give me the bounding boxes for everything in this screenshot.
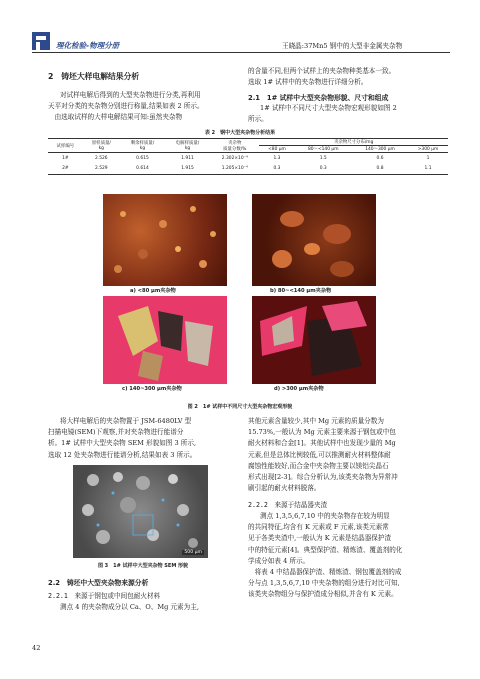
col-header: 原样质量/ kg <box>91 141 111 151</box>
table-cell: 1# <box>62 155 69 161</box>
figure-2-photo-d <box>252 296 376 384</box>
section-para <box>48 90 238 124</box>
inclusion-particles-icon <box>103 194 227 286</box>
figure-caption: 图 3 1# 试样中大型夹杂物 SEM 形貌 <box>97 563 189 569</box>
right-para <box>248 66 448 88</box>
table-cell: 1 <box>426 155 430 161</box>
text-line: 所示。 <box>248 115 268 124</box>
table-cell: 2# <box>62 166 69 172</box>
text-line: 耐火材料和合金[1]。其他试样中也发现少量的 Mg <box>248 439 396 448</box>
figure-caption: 图 2 1# 试样中不同尺寸大型夹杂物宏观形貌 <box>187 404 293 410</box>
text-line: 其他元素含量较少,其中 Mg 元素的质量分数为 <box>248 417 384 425</box>
section-heading: 2 铸坯大样电解结果分析 <box>48 72 140 81</box>
col-header: >300 μm <box>417 146 439 152</box>
text-line: 将表 4 中结晶器保护渣、精炼渣、钢包覆盖剂的成 <box>248 568 402 577</box>
table-cell: 0.6 <box>376 155 384 161</box>
text-line: 析。1# 试样中大型夹杂物 SEM 形貌如图 3 所示, <box>48 439 197 448</box>
data-table <box>48 138 448 175</box>
inclusion-particles-icon <box>252 194 376 286</box>
figure-2-photo-c <box>103 296 227 384</box>
text-line: 扫描电镜(SEM)下观察,并对夹杂物进行能谱分 <box>48 428 184 437</box>
text-line: 1# 试样中不同尺寸大型夹杂物宏观形貌如图 2 <box>260 104 397 112</box>
scale-bar-label: 500 μm <box>184 550 202 555</box>
right-para <box>248 416 448 494</box>
text-line: 中的特征元素[4]。典型保护渣、精炼渣、覆盖剂的化 <box>248 545 403 554</box>
subsection-heading: 2.1 1# 试样中大型夹杂物形貌、尺寸和组成 <box>248 94 389 102</box>
table-cell: 2.526 <box>95 155 108 161</box>
table-row <box>48 153 448 164</box>
table-cell: 0.3 <box>319 166 327 172</box>
text-line: 分与点 1,3,5,6,7,10 中夹杂物的组分进行对比可知, <box>248 579 400 588</box>
text-line: 元素,但是总体比例较低,可以推测耐火材料整体耐 <box>248 450 391 459</box>
right-para <box>248 103 448 125</box>
subsubsection-heading: 2.2.1 来源于钢包或中间包耐火材料 <box>48 592 161 600</box>
text-line: 测点 1,3,5,6,7,10 中的夹杂物存在较为明显 <box>260 512 390 520</box>
col-header: 夹杂物 质量分数/% <box>223 140 247 152</box>
subsubsection-heading: 2.2.2 来源于结晶器夹渣 <box>248 501 328 509</box>
table-cell: 0.8 <box>376 166 384 172</box>
table-row <box>48 164 448 175</box>
inclusion-particles-icon <box>103 296 227 384</box>
text-line: 形式出现[2-3]。综合分析认为,该类夹杂物为异常冲 <box>248 473 398 482</box>
table-cell: 1.1 <box>424 166 432 172</box>
figure-label: d) >300 μm夹杂物 <box>274 386 324 392</box>
figure-label: c) 140~300 μm夹杂物 <box>122 386 182 392</box>
sem-particles-icon <box>73 465 208 558</box>
left-para <box>48 416 248 461</box>
header-rule <box>32 52 450 53</box>
figure-2-photo-b <box>252 194 376 286</box>
text-line: 腐蚀性能较好,而合金中夹杂物主要以镁铝尖晶石 <box>248 461 389 470</box>
inclusion-particles-icon <box>252 296 376 384</box>
text-line: 天平对分类的夹杂物分别进行称量,结果如表 2 所示。 <box>48 102 204 111</box>
col-header: 剩余样质量/ kg <box>130 141 155 151</box>
text-line: 由选取试样的大样电解结果可知:虽然夹杂物 <box>48 113 183 122</box>
col-header: <80 μm <box>268 146 286 152</box>
table-cell: 0.614 <box>136 166 149 172</box>
text-line: 的含量不同,但两个试样上的夹杂物种类基本一致。 <box>248 67 396 75</box>
text-line: 学成分如表 4 所示。 <box>248 556 310 565</box>
page-number: 42 <box>32 644 41 652</box>
figure-3-sem-image <box>73 465 208 558</box>
table-cell: 1.205×10⁻⁴ <box>221 166 248 172</box>
figure-2-photo-a <box>103 194 227 286</box>
text-line: 的共同特征,均含有 K 元素或 F 元素,该类元素常 <box>248 523 389 532</box>
col-header: 试样编号 <box>56 143 75 149</box>
table-cell: 2.529 <box>95 166 108 172</box>
text-line: 见于各类夹渣中,一般认为 K 元素是结晶器保护渣 <box>248 534 392 543</box>
journal-name: 理化检验-物理分册 <box>56 41 120 50</box>
table-caption: 表 2 钢中大型夹杂物分析结果 <box>204 130 276 136</box>
col-group-header: 夹杂物尺寸分布/mg <box>259 139 448 146</box>
col-header: 电解样质量/ kg <box>175 141 200 151</box>
right-para <box>248 511 448 601</box>
table-cell: 2.302×10⁻⁴ <box>221 155 248 161</box>
text-line: 该类夹杂物组分与保护渣成分相似,并含有 K 元素。 <box>248 590 398 599</box>
running-title: 王晓晶:37Mn5 钢中的大型非金属夹杂物 <box>282 42 403 50</box>
text-line: 将大样电解后的夹杂物置于 JSM-6480LV 型 <box>60 417 192 425</box>
text-line: 选取 1# 试样中的夹杂物进行详细分析。 <box>248 78 368 87</box>
table-cell: 1.5 <box>319 155 327 161</box>
col-header: 80～<140 μm <box>307 147 339 152</box>
table-header-row <box>48 139 448 146</box>
subsection-heading: 2.2 铸坯中大型夹杂物来源分析 <box>48 579 149 587</box>
text-line: 15.73%,一般认为 Mg 元素主要来源于钢包或中包 <box>248 428 396 437</box>
figure-label: a) <80 μm夹杂物 <box>130 288 176 294</box>
text-line: 选取 12 处夹杂物进行能谱分析,结果如表 3 所示。 <box>48 450 197 459</box>
table-cell: 1.915 <box>181 166 194 172</box>
table-cell: 1.3 <box>273 155 281 161</box>
table-cell: 0.3 <box>273 166 281 172</box>
text-line: 刷引起的耐火材料脱落。 <box>248 484 321 493</box>
text-line: 测点 4 的夹杂物成分以 Ca、O、Mg 元素为主, <box>60 603 199 611</box>
text-line: 对试样电解后得到的大型夹杂物进行分类,再利用 <box>60 91 201 99</box>
table-cell: 0.615 <box>136 155 149 161</box>
table-cell: 1.911 <box>181 155 194 161</box>
col-header: 140～300 μm <box>365 147 395 152</box>
figure-label: b) 80~<140 μm夹杂物 <box>270 288 332 294</box>
